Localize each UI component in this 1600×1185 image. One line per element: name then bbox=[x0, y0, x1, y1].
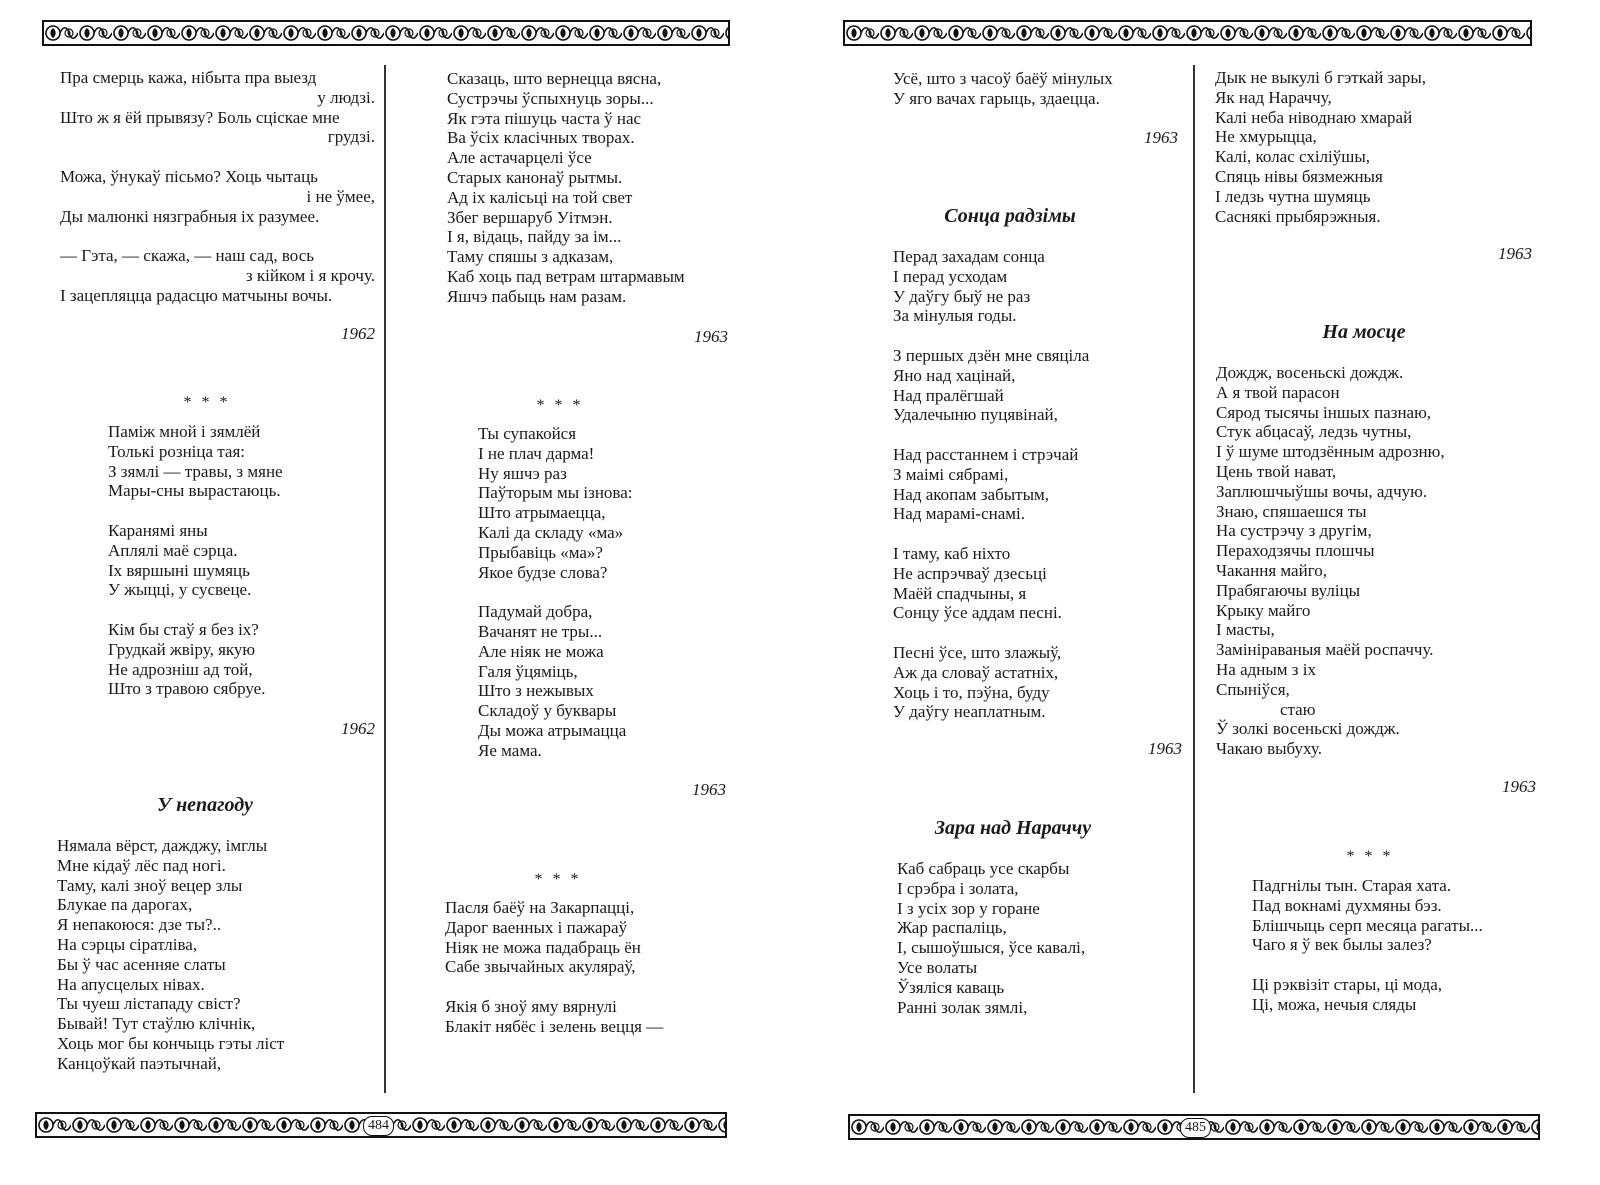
poem-line: І зацепляцца радасцю матчыны вочы. bbox=[60, 285, 333, 305]
poem-line: Ніяк не можа падабраць ён bbox=[445, 937, 641, 957]
ornament-border-top-right bbox=[843, 20, 1532, 46]
poem-line: Бывай! Тут стаўлю клічнік, bbox=[57, 1014, 256, 1034]
poem-line: Прабягаючы вуліцы bbox=[1216, 580, 1361, 600]
poem-line: Калі, колас схіліўшы, bbox=[1215, 147, 1371, 167]
section-separator: * * * bbox=[1346, 848, 1394, 865]
poem-line: Цень твой нават, bbox=[1216, 461, 1337, 481]
poem-line bbox=[108, 501, 283, 521]
poem-line: Не аспрэчваў дзесьці bbox=[893, 563, 1047, 583]
poem-line: І з усіх зор у горане bbox=[897, 898, 1040, 918]
poem-line: Дарог ваенных і пажараў bbox=[445, 917, 628, 937]
poem-line: І, сышоўшыся, ўсе кавалі, bbox=[897, 938, 1086, 958]
poem-year: 1963 bbox=[1498, 244, 1532, 263]
poem-line: Мары-сны вырастаюць. bbox=[108, 481, 281, 501]
poem-line bbox=[108, 600, 283, 620]
poem-line bbox=[478, 582, 633, 602]
poem-line: Пра смерць кажа, нібыта пра выезд bbox=[60, 68, 317, 87]
poem-line: Сустрэчы ўспыхнуць зоры... bbox=[447, 88, 654, 108]
poem-line: І срэбра і золата, bbox=[897, 878, 1019, 898]
poem-line bbox=[893, 524, 1089, 544]
poem-line: За мінулыя годы. bbox=[893, 306, 1017, 326]
poem-year: 1963 bbox=[1148, 739, 1182, 758]
poem-line: Ранні золак зямлі, bbox=[897, 997, 1028, 1017]
poem-stanza bbox=[478, 424, 633, 761]
page-number: 485 bbox=[1180, 1118, 1211, 1138]
poem-line: Над марамі-снамі. bbox=[893, 504, 1026, 524]
poem-line: Заплюшчыўшы вочы, адчую. bbox=[1216, 481, 1428, 501]
poem-line: Ты чуеш лістападу свіст? bbox=[57, 994, 241, 1014]
poem-line: Яе мама. bbox=[478, 740, 542, 760]
poem-line: Сабе звычайных акуляраў, bbox=[445, 957, 636, 977]
poem-line bbox=[445, 977, 663, 997]
poem-line: Сярод тысячы іншых пазнаю, bbox=[1216, 402, 1432, 422]
poem-line: Спыніўся, bbox=[1216, 679, 1290, 699]
poem-line: Як гэта пішуць часта ў нас bbox=[447, 108, 642, 128]
poem-year: 1962 bbox=[341, 719, 375, 738]
poem-line: Хоць мог бы кончыць гэты ліст bbox=[57, 1033, 285, 1053]
poem-line bbox=[1252, 955, 1483, 975]
poem-line: Песні ўсе, што злажыў, bbox=[893, 642, 1062, 662]
poem-line: — Гэта, — скажа, — наш сад, вось bbox=[60, 246, 315, 266]
poem-line: Паміж мной і зямлёй bbox=[108, 422, 261, 441]
poem-line: Ад іх калісьці на той свет bbox=[447, 187, 633, 207]
poem-stanza bbox=[893, 69, 1113, 109]
poem-line: Ты супакойся bbox=[478, 424, 577, 443]
poem-stanza bbox=[1215, 68, 1426, 226]
poem-line: З першых дзён мне свяціла bbox=[893, 345, 1090, 365]
poem-line: І не плач дарма! bbox=[478, 443, 595, 463]
poem-line: Складоў у буквары bbox=[478, 701, 617, 721]
poem-line: Аплялі маё сэрца. bbox=[108, 540, 238, 560]
poem-line: Блукае па дарогах, bbox=[57, 895, 193, 915]
poem-line: Падгнілы тын. Старая хата. bbox=[1252, 876, 1452, 895]
poem-line: Што атрымаецца, bbox=[478, 503, 606, 523]
poem-stanza bbox=[57, 836, 284, 1074]
poem-line: Над расстаннем і стрэчай bbox=[893, 444, 1079, 464]
poem-line: Не хмурыцца, bbox=[1215, 127, 1317, 147]
poem-line: Калі да складу «ма» bbox=[478, 522, 624, 542]
poem-line: Ды малюнкі нязграбныя іх разумее. bbox=[60, 206, 320, 226]
poem-line: Крыку майго bbox=[1216, 600, 1311, 620]
poem-line: Кім бы стаў я без іх? bbox=[108, 619, 259, 639]
poem-line: Падумай добра, bbox=[478, 602, 593, 622]
poem-line: Каранямі яны bbox=[108, 520, 208, 540]
poem-line: Сказаць, што вернецца вясна, bbox=[447, 69, 662, 88]
poem-line: Канцоўкай паэтычнай, bbox=[57, 1053, 222, 1073]
poem-line: Але астачарцелі ўсе bbox=[447, 148, 592, 168]
poem-line: Стук абцасаў, ледзь чутны, bbox=[1216, 422, 1412, 442]
poem-stanza bbox=[108, 422, 283, 699]
page-number: 484 bbox=[363, 1116, 394, 1136]
section-separator: * * * bbox=[183, 394, 231, 411]
poem-line: Яшчэ пабыць нам разам. bbox=[447, 286, 627, 306]
poem-line: А я твой парасон bbox=[1216, 382, 1340, 402]
poem-line: Старых канонаў рытмы. bbox=[447, 167, 623, 187]
poem-year: 1963 bbox=[1502, 777, 1536, 796]
poem-line: Паўторым мы ізнова: bbox=[478, 483, 633, 503]
poem-line: І ў шуме штодзённым адрозню, bbox=[1216, 442, 1445, 462]
ornament-border-top-left bbox=[42, 20, 730, 46]
poem-line: На сэрцы сіратліва, bbox=[57, 934, 198, 954]
poem-line: Як над Нараччу, bbox=[1215, 87, 1332, 107]
poem-line: І перад усходам bbox=[893, 266, 1008, 286]
poem-line: У яго вачах гарыць, здаецца. bbox=[893, 88, 1100, 108]
section-separator: * * * bbox=[536, 397, 584, 414]
poem-title: Сонца радзімы bbox=[944, 205, 1076, 227]
poem-line: Маёй спадчыны, я bbox=[893, 583, 1027, 603]
poem-line: Ў золкі восеньскі дождж. bbox=[1216, 719, 1400, 739]
poem-line: Чакаю выбуху. bbox=[1216, 739, 1322, 759]
poem-line: Ды можа атрымацца bbox=[478, 720, 627, 740]
poem-line: Нямала вёрст, дажджу, імглы bbox=[57, 836, 268, 855]
poem-line: Сонцу ўсе аддам песні. bbox=[893, 603, 1062, 623]
poem-line: З маімі сябрамі, bbox=[893, 464, 1009, 484]
poem-stanza bbox=[893, 247, 1089, 722]
poem-line bbox=[60, 147, 375, 167]
poem-line: І ледзь чутна шумяць bbox=[1215, 186, 1371, 206]
poem-line: Можа, ўнукаў пісьмо? Хоць чытаць bbox=[60, 166, 318, 186]
poem-line: Бы ў час асенняе слаты bbox=[57, 954, 226, 974]
poem-line: Спяць нівы бязмежныя bbox=[1215, 166, 1383, 186]
poem-line: Пад вокнамі духмяны бэз. bbox=[1252, 895, 1442, 915]
poem-line: у людзі. bbox=[317, 87, 375, 107]
poem-line: Якія б зноў яму вярнулі bbox=[445, 996, 617, 1016]
ornament-border-bottom-left bbox=[35, 1112, 727, 1138]
poem-line: На адным з іх bbox=[1216, 659, 1316, 679]
column-divider bbox=[1193, 65, 1195, 1093]
poem-line: Але ніяк не можа bbox=[478, 641, 604, 661]
poem-stanza bbox=[897, 859, 1085, 1017]
poem-line: Ва ўсіх класічных творах. bbox=[447, 128, 635, 148]
poem-line: Якое будзе слова? bbox=[478, 562, 608, 582]
poem-line: З зямлі — травы, з мяне bbox=[108, 461, 283, 481]
poem-line: Таму, калі зноў вецер злы bbox=[57, 875, 243, 895]
poem-line: Знаю, спяшаешся ты bbox=[1216, 501, 1367, 521]
poem-line: Пасля баёў на Закарпацці, bbox=[445, 898, 635, 917]
poem-line: Ну яшчэ раз bbox=[478, 463, 567, 483]
poem-year: 1962 bbox=[341, 324, 375, 343]
poem-stanza bbox=[447, 69, 685, 307]
poem-title: Зара над Нараччу bbox=[934, 817, 1092, 839]
poem-line: Грудкай жвіру, якую bbox=[108, 639, 256, 659]
poem-line: І я, відаць, пайду за ім... bbox=[447, 227, 622, 247]
section-separator: * * * bbox=[534, 871, 582, 888]
poem-line: Збег вершаруб Уітмэн. bbox=[447, 207, 613, 227]
column-divider bbox=[384, 65, 386, 1093]
poem-line: Ўзяліся каваць bbox=[897, 977, 1005, 997]
poem-line: Удалечыню пуцявінай, bbox=[893, 405, 1058, 425]
poem-stanza bbox=[1252, 876, 1483, 1015]
poem-title: У непагоду bbox=[157, 794, 253, 816]
poem-line: Таму спяшы з адказам, bbox=[447, 247, 614, 267]
poem-line: Саснякі прыбярэжныя. bbox=[1215, 206, 1381, 226]
poem-stanza bbox=[445, 898, 663, 1037]
poem-line: Замініраваныя маёй роспаччу. bbox=[1216, 640, 1434, 660]
poem-line: У даўгу неаплатным. bbox=[893, 702, 1046, 722]
ornament-pattern bbox=[845, 22, 1530, 44]
poem-line: Што з травою сябруе. bbox=[108, 679, 266, 699]
poem-line: Што ж я ёй прывязу? Боль сціскае мне bbox=[60, 107, 340, 127]
poem-line: грудзі. bbox=[327, 127, 375, 147]
poem-line: стаю bbox=[1280, 699, 1316, 719]
poem-line: Ці рэквізіт стары, ці мода, bbox=[1252, 974, 1443, 994]
poem-year: 1963 bbox=[694, 327, 728, 346]
poem-line: Калі неба ніводнаю хмарай bbox=[1215, 107, 1413, 127]
poem-line: Іх вяршыні шумяць bbox=[108, 560, 250, 580]
poem-line: Над акопам забытым, bbox=[893, 484, 1050, 504]
poem-line: Што з нежывых bbox=[478, 681, 594, 701]
poem-line: Усе волаты bbox=[897, 957, 978, 977]
poem-line: І масты, bbox=[1216, 620, 1275, 640]
poem-line: Прыбавіць «ма»? bbox=[478, 542, 603, 562]
poem-line: Жар распаліць, bbox=[897, 918, 1007, 938]
poem-title: На мосце bbox=[1322, 321, 1406, 343]
poem-year: 1963 bbox=[692, 780, 726, 799]
poem-line: Усё, што з часоў баёў мінулых bbox=[893, 69, 1113, 88]
poem-line bbox=[893, 326, 1089, 346]
poem-line: І таму, каб ніхто bbox=[893, 543, 1011, 563]
poem-line: Вачанят не тры... bbox=[478, 621, 603, 641]
poem-line: Яно над хацінай, bbox=[893, 365, 1016, 385]
poem-line: Над пралёгшай bbox=[893, 385, 1004, 405]
ornament-border-bottom-right bbox=[848, 1114, 1540, 1140]
poem-line: У даўгу быў не раз bbox=[893, 286, 1031, 306]
poem-line: Хоць і то, пэўна, буду bbox=[893, 682, 1050, 702]
poem-line: Аж да словаў астатніх, bbox=[893, 662, 1059, 682]
poem-line: Каб сабраць усе скарбы bbox=[897, 859, 1070, 878]
poem-line: Дождж, восеньскі дождж. bbox=[1216, 363, 1404, 382]
poem-line: На апусцелых нівах. bbox=[57, 974, 205, 994]
poem-line: і не ўмее, bbox=[306, 186, 375, 206]
ornament-pattern bbox=[44, 22, 728, 44]
poem-line: Чакання майго, bbox=[1216, 560, 1327, 580]
poem-line: Галя ўцяміць, bbox=[478, 661, 578, 681]
poem-year: 1963 bbox=[1144, 128, 1178, 147]
poem-line: Каб хоць пад ветрам штармавым bbox=[447, 266, 685, 286]
poem-line bbox=[893, 425, 1089, 445]
poem-line bbox=[893, 623, 1089, 643]
poem-line: Ці, можа, нечыя сляды bbox=[1252, 994, 1417, 1014]
poem-line: Толькі розніца тая: bbox=[108, 441, 246, 461]
poem-line: Перад захадам сонца bbox=[893, 247, 1045, 266]
poem-line bbox=[60, 226, 375, 246]
poem-line: з кійком і я крочу. bbox=[245, 265, 375, 285]
poem-line: Блішчыць серп месяца рагаты... bbox=[1252, 915, 1483, 935]
poem-stanza bbox=[1216, 363, 1445, 759]
poem-line: У жыцці, у сусвеце. bbox=[108, 580, 252, 600]
poem-line: Блакіт нябёс і зелень вецця — bbox=[445, 1016, 664, 1036]
poem-line: Я непакоюся: дзе ты?.. bbox=[57, 915, 222, 935]
poem-line: Мне кідаў лёс пад ногі. bbox=[57, 855, 226, 875]
poem-line: Дык не выкулі б гэткай зары, bbox=[1215, 68, 1427, 87]
poem-line: Чаго я ў век былы залез? bbox=[1252, 935, 1432, 955]
poem-line: На сустрэчу з другім, bbox=[1216, 521, 1372, 541]
poem-line: Пераходзячы плошчы bbox=[1216, 541, 1375, 561]
poem-line: Не адрозніш ад той, bbox=[108, 659, 253, 679]
poem-stanza bbox=[60, 68, 375, 306]
